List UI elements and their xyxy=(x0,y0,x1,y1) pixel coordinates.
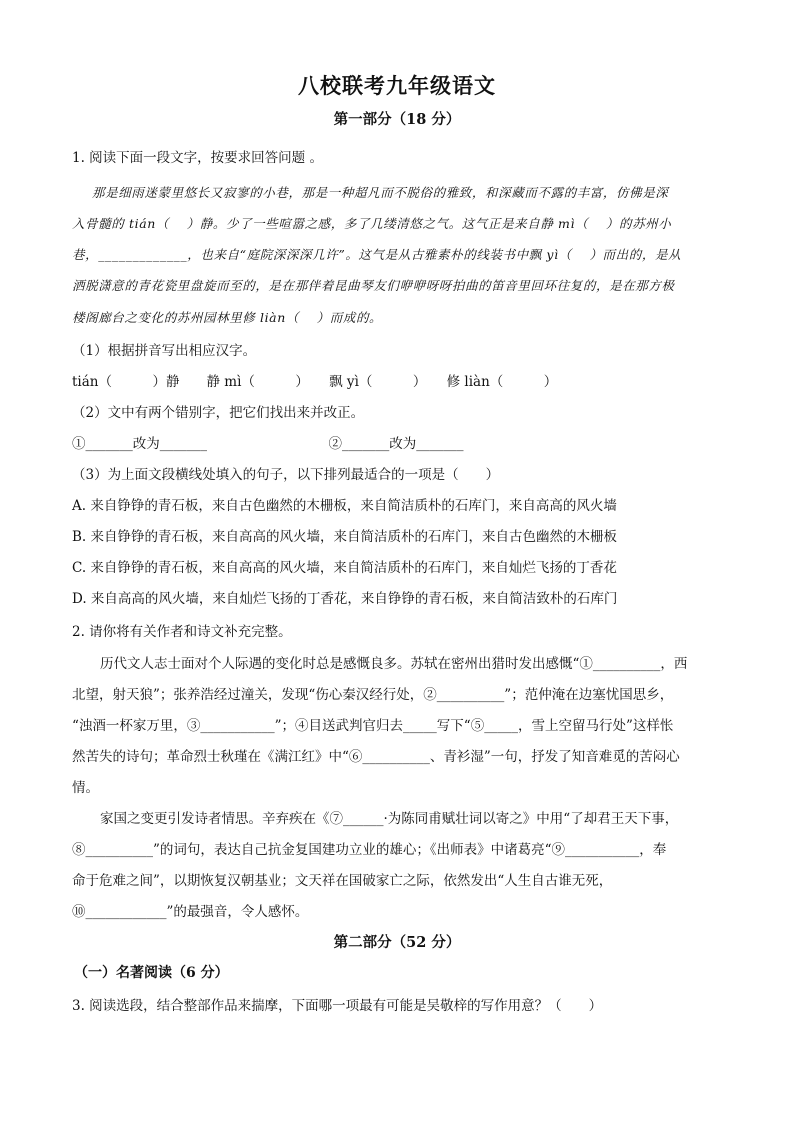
part1-heading: 第一部分（18 分） xyxy=(333,111,461,128)
q2-para1-line: 历代文人志士面对个人际遇的变化时总是感慨良多。苏轼在密州出猎时发出感慨“①__________，西 xyxy=(100,656,688,672)
q1-sub1-answers: tián（ ）静 静 mì（ ） 飘 yì（ ） 修 liàn（ ） xyxy=(72,374,558,390)
q1-prompt: 1. 阅读下面一段文字，按要求回答问题 。 xyxy=(72,150,323,166)
q1-sub2: （2）文中有两个错别字，把它们找出来并改正。 xyxy=(72,405,365,421)
q2-para1-line: 情。 xyxy=(72,780,99,796)
q1-sub3: （3）为上面文段横线处填入的句子，以下排列最适合的一项是（ ） xyxy=(72,467,500,483)
q1-passage-line: 那是细雨迷蒙里悠长又寂寥的小巷，那是一种超凡而不脱俗的雅致，和深藏而不露的丰富，仿佛是深 xyxy=(92,185,669,200)
q2-para2-line: ⑩____________”的最强音，令人感怀。 xyxy=(72,904,309,920)
option-b: B. 来自铮铮的青石板，来自高高的风火墙，来自简洁质朴的石库门，来自古色幽然的木栅板 xyxy=(72,529,618,545)
document-title: 八校联考九年级语文 xyxy=(298,73,496,98)
q2-para2-line: 命于危难之间”，以期恢复汉朝基业；文天祥在国破家亡之际，依然发出“人生自古谁无死， xyxy=(72,873,613,889)
q3-prompt: 3. 阅读选段，结合整部作品来揣摩，下面哪一项最有可能是吴敬梓的写作用意？（ ） xyxy=(72,998,603,1014)
q1-passage-line: 巷，_____________，也来自“庭院深深深几许”。这气是从古雅素朴的线装书中飘 yì（ ）而出的，是从 xyxy=(72,247,682,262)
q2-para1-line: 北望，射天狼”；张养浩经过潼关，发现“伤心秦汉经行处，②__________”；范仲淹在边塞忧国思乡， xyxy=(72,687,674,703)
q2-para2-line: 家国之变更引发诗者情思。辛弃疾在《⑦______·为陈同甫赋壮词以寄之》中用“了却君王天下事， xyxy=(100,811,679,827)
q1-sub2-answers: ①_______改为_______ ②_______改为_______ xyxy=(72,436,464,452)
q1-passage-line: 楼阁廊台之变化的苏州园林里修 liàn（ ）而成的。 xyxy=(72,310,383,325)
q2-para1-line: 然苦失的诗句；革命烈士秋瑾在《满江红》中“⑥__________、青衫湿”一句，抒发了知音难觅的苦闷心 xyxy=(72,749,680,765)
q2-prompt: 2. 请你将有关作者和诗文补充完整。 xyxy=(72,624,292,640)
option-c: C. 来自铮铮的青石板，来自高高的风火墙，来自简洁质朴的石库门，来自灿烂飞扬的丁香花 xyxy=(72,560,617,576)
option-d: D. 来自高高的风火墙，来自灿烂飞扬的丁香花，来自铮铮的青石板，来自简洁致朴的石库门 xyxy=(72,591,618,607)
q1-passage-line: 洒脱潇意的青花瓷里盘旋而至的，是在那伴着昆曲琴友们咿咿呀呀拍曲的笛音里回环往复的，是在那方极 xyxy=(72,278,675,293)
reading-section-heading: （一）名著阅读（6 分） xyxy=(74,965,229,981)
q1-passage-line: 入骨髓的 tián（ ）静。少了一些喧嚣之感，多了几缕清悠之气。这气正是来自静 mì（ ）的苏州小 xyxy=(72,216,672,231)
part2-heading: 第二部分（52 分） xyxy=(333,934,461,951)
option-a: A. 来自铮铮的青石板，来自古色幽然的木栅板，来自简洁质朴的石库门，来自高高的风火墙 xyxy=(72,498,617,514)
q1-sub1: （1）根据拼音写出相应汉字。 xyxy=(72,343,257,359)
q2-para2-line: ⑧__________”的词句，表达自己抗金复国建功立业的雄心；《出师表》中诸葛亮“⑨___________，奉 xyxy=(72,842,667,858)
q2-para1-line: “浊酒一杯家万里，③___________”；④目送武判官归去_____写下“⑤_____，雪上空留马行处”这样怅 xyxy=(72,718,674,734)
